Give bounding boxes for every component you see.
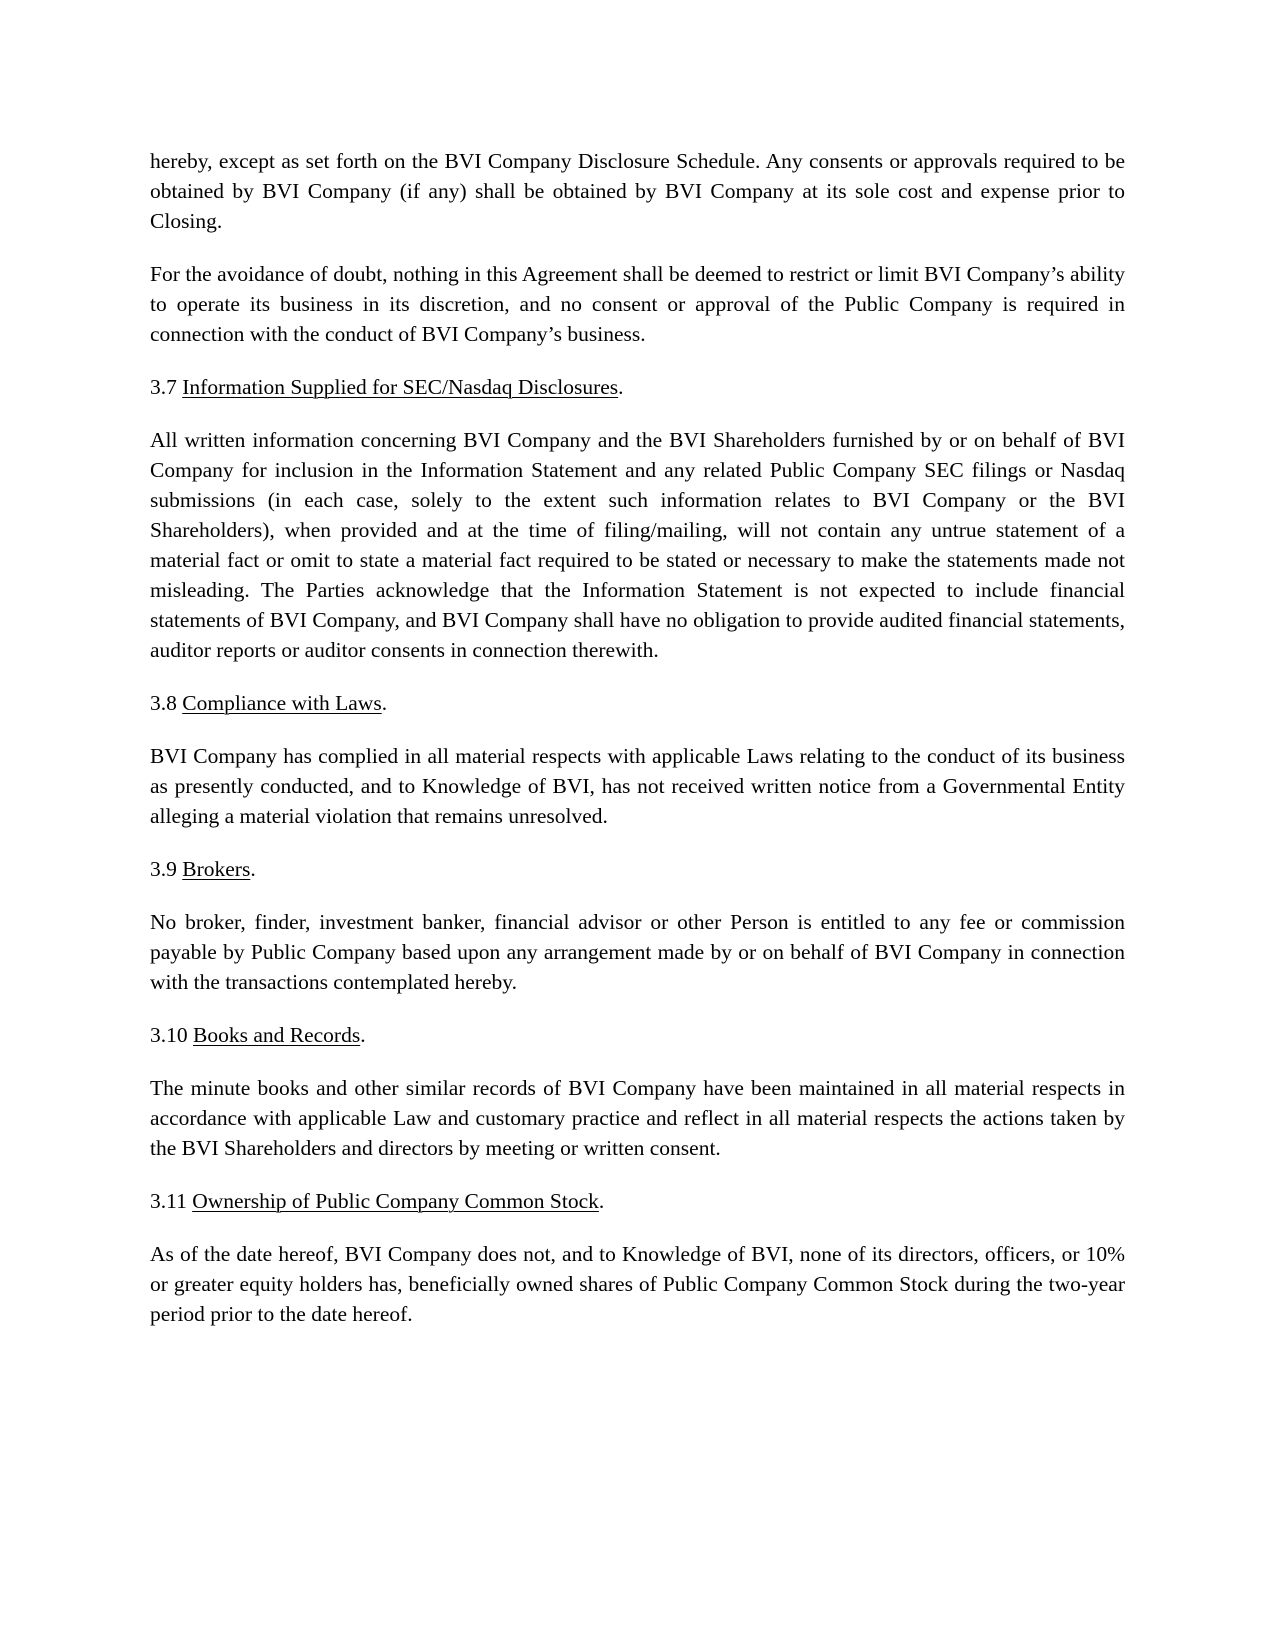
section-trail: . [250,857,256,881]
paragraph-avoidance-of-doubt: For the avoidance of doubt, nothing in this Agreement shall be deemed to restrict or limit BVI Company’s ability to operate its business in its discretion, and no consent or approval of the Public Company is required in connection with the conduct of BVI Company’s business. [150,262,1125,346]
section-heading-3-7 [150,372,1125,402]
section-trail: . [381,691,388,715]
section-number: 3.9 [150,857,177,881]
section-heading-3-8 [150,688,1125,718]
section-number: 3.8 [150,691,177,715]
paragraph-continuation: hereby, except as set forth on the BVI Company Disclosure Schedule. Any consents or approvals required to be obtained by BVI Company (if any) shall be obtained by BVI Company at its sole cost and expense prior to Closing. [150,149,1125,233]
section-trail: . [598,1189,605,1213]
paragraph-3-8: BVI Company has complied in all material respects with applicable Laws relating to the conduct of its business as presently conducted, and to Knowledge of BVI, has not received written notice from a Governmental Entity alleging a material violation that remains unresolved. [150,744,1125,828]
paragraph-3-10: The minute books and other similar records of BVI Company have been maintained in all material respects in accordance with applicable Law and customary practice and reflect in all material respects the actions taken by the BVI Shareholders and directors by meeting or written consent. [150,1076,1125,1160]
paragraph-3-9: No broker, finder, investment banker, financial advisor or other Person is entitled to any fee or commission payable by Public Company based upon any arrangement made by or on behalf of BVI Company in connection with the transactions contemplated hereby. [150,910,1125,994]
section-number: 3.10 [150,1023,188,1047]
section-title: Ownership of Public Company Common Stock [192,1189,599,1213]
section-title: Books and Records [193,1023,361,1047]
section-trail: . [618,375,624,399]
section-title: Brokers [182,857,251,881]
section-heading-3-10 [150,1020,1125,1050]
paragraph-3-7: All written information concerning BVI Company and the BVI Shareholders furnished by or on behalf of BVI Company for inclusion in the Information Statement and any related Public Company SEC filings or Nasdaq submissions (in each case, solely to the extent such information relates to BVI Company or the BVI Shareholders), when provided and at the time of filing/mailing, will not contain any untrue statement of a material fact or omit to state a material fact required to be stated or necessary to make the statements made not misleading. The Parties acknowledge that the Information Statement is not expected to include financial statements of BVI Company, and BVI Company shall have no obligation to provide audited financial statements, auditor reports or auditor consents in connection therewith. [150,428,1125,662]
section-number: 3.11 [150,1189,187,1213]
section-trail: . [360,1023,366,1047]
section-heading-3-11 [150,1186,1125,1216]
section-number: 3.7 [150,375,177,399]
paragraph-3-11: As of the date hereof, BVI Company does not, and to Knowledge of BVI, none of its directors, officers, or 10% or greater equity holders has, beneficially owned shares of Public Company Common Stock during the two-year period prior to the date hereof. [150,1242,1125,1326]
section-title: Compliance with Laws [182,691,382,715]
section-title: Information Supplied for SEC/Nasdaq Disclosures [182,375,619,399]
section-heading-3-9 [150,854,1125,884]
